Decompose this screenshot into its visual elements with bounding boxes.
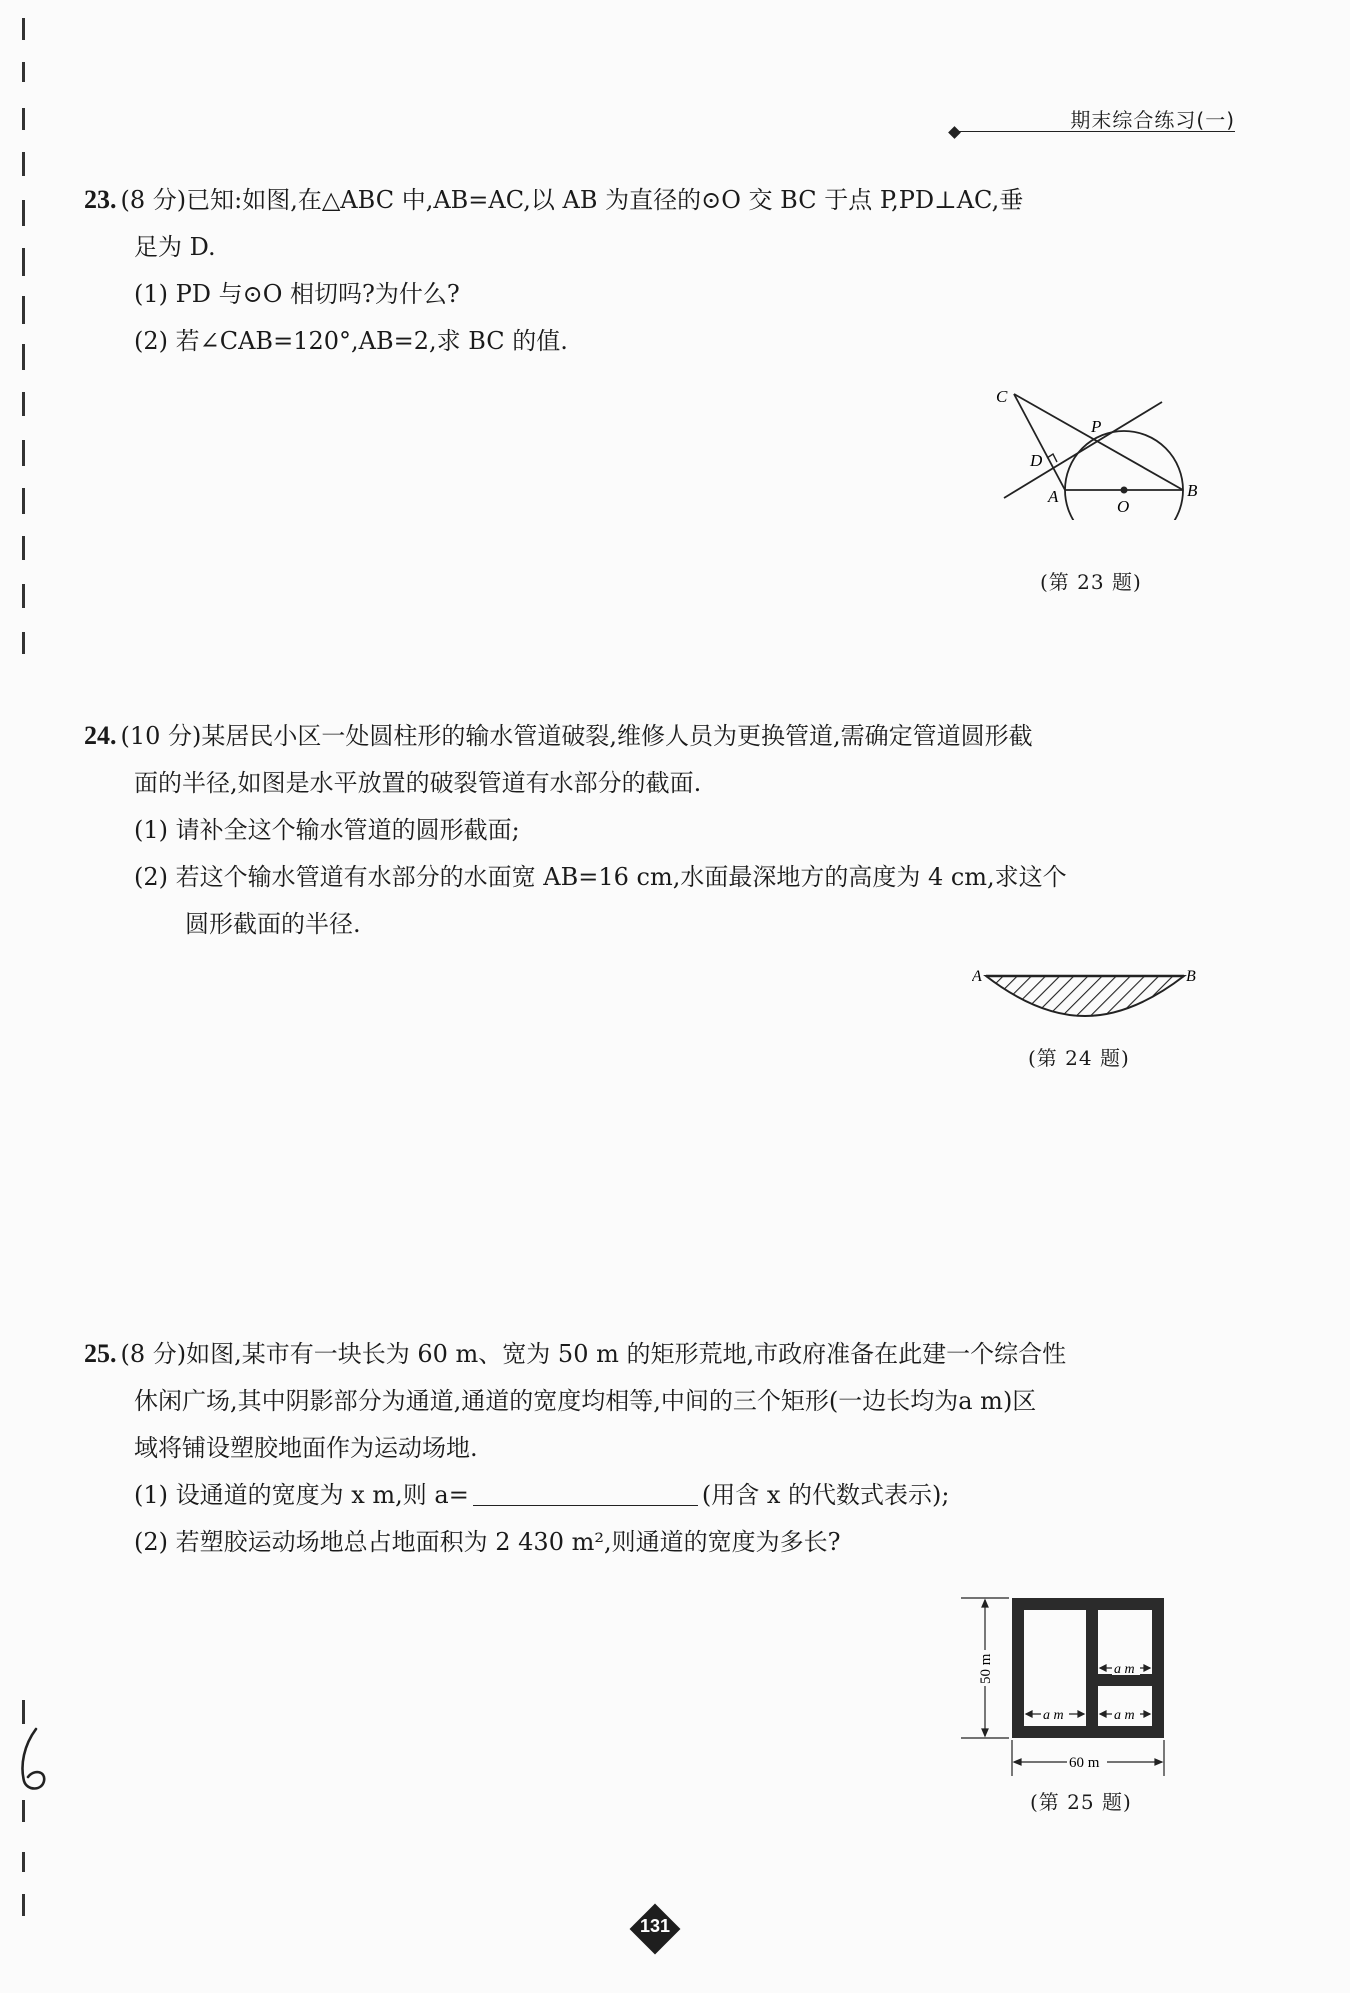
q25-answer-blank[interactable] xyxy=(473,1477,698,1506)
q24-caption: (第 24 题) xyxy=(1028,1046,1130,1070)
page-header xyxy=(950,104,1235,134)
question-24 xyxy=(84,712,1234,948)
q24-line2: 面的半径,如图是水平放置的破裂管道有水部分的截面. xyxy=(134,769,702,797)
q25-number: 25. xyxy=(84,1339,117,1368)
q23-label-p: P xyxy=(1091,417,1102,436)
q25-label-a1: a m xyxy=(1043,1708,1064,1723)
q24-label-a: A xyxy=(972,968,982,985)
q24-sub2b: 圆形截面的半径. xyxy=(185,910,361,938)
header-title: 期末综合练习(一) xyxy=(1070,108,1235,132)
q23-tangent-pd xyxy=(1004,402,1162,498)
q23-sub2: (2) 若∠CAB=120°,AB=2,求 BC 的值. xyxy=(134,327,568,355)
q25-sub2: (2) 若塑胶运动场地总占地面积为 2 430 m²,则通道的宽度为多长? xyxy=(134,1528,841,1556)
q23-figure xyxy=(990,380,1200,520)
q23-line2: 足为 D. xyxy=(134,233,216,261)
q23-label-d: D xyxy=(1030,451,1043,470)
q25-label-height: 50 m xyxy=(978,1653,994,1684)
q25-label-width: 60 m xyxy=(1069,1755,1100,1771)
q25-figure xyxy=(955,1590,1215,1780)
page-number-text: 131 xyxy=(639,1916,671,1936)
q24-sub2a: (2) 若这个输水管道有水部分的水面宽 AB=16 cm,水面最深地方的高度为 4 cm,求这个 xyxy=(134,863,1067,891)
q23-label-a: A xyxy=(1048,487,1059,506)
question-23 xyxy=(84,176,1234,365)
q23-label-c: C xyxy=(996,387,1008,406)
q23-center-dot xyxy=(1121,487,1128,494)
q23-label-b: B xyxy=(1187,481,1198,500)
question-25 xyxy=(84,1330,1234,1566)
q25-label-a3: a m xyxy=(1114,1662,1135,1677)
q25-sub1-a: (1) 设通道的宽度为 x m,则 a= xyxy=(134,1481,469,1509)
q23-number: 23. xyxy=(84,185,117,214)
q24-water-segment xyxy=(986,976,1184,1016)
q25-line3: 域将铺设塑胶地面作为运动场地. xyxy=(134,1434,478,1462)
handwritten-scribble xyxy=(14,1725,54,1795)
q23-text1: (8 分)已知:如图,在△ABC 中,AB=AC,以 AB 为直径的⊙O 交 BC 于点 P,PD⊥AC,垂 xyxy=(120,186,1024,214)
q23-label-o: O xyxy=(1117,497,1130,516)
q23-sub1: (1) PD 与⊙O 相切吗?为什么? xyxy=(134,280,460,308)
page-number xyxy=(629,1903,681,1955)
q25-label-a2: a m xyxy=(1114,1708,1135,1723)
q24-text1: (10 分)某居民小区一处圆柱形的输水管道破裂,维修人员为更换管道,需确定管道圆形截 xyxy=(120,722,1033,750)
q25-line1 xyxy=(84,1330,1234,1378)
q24-number: 24. xyxy=(84,721,117,750)
q24-label-b: B xyxy=(1186,968,1196,985)
q23-line1 xyxy=(84,176,1234,224)
header-diamond-icon xyxy=(948,126,961,139)
q25-sub1-b: (用含 x 的代数式表示); xyxy=(701,1481,950,1509)
q24-figure xyxy=(972,964,1202,1024)
q25-sub1 xyxy=(84,1472,1234,1519)
q24-line1 xyxy=(84,712,1234,760)
binding-marks xyxy=(22,0,26,1993)
q25-caption: (第 25 题) xyxy=(1030,1790,1132,1814)
q25-text1: (8 分)如图,某市有一块长为 60 m、宽为 50 m 的矩形荒地,市政府准备在此建一个综合性 xyxy=(120,1340,1067,1368)
q25-line2: 休闲广场,其中阴影部分为通道,通道的宽度均相等,中间的三个矩形(一边长均为a m)区 xyxy=(134,1387,1037,1415)
q24-sub1: (1) 请补全这个输水管道的圆形截面; xyxy=(134,816,520,844)
q23-caption: (第 23 题) xyxy=(1040,570,1142,594)
